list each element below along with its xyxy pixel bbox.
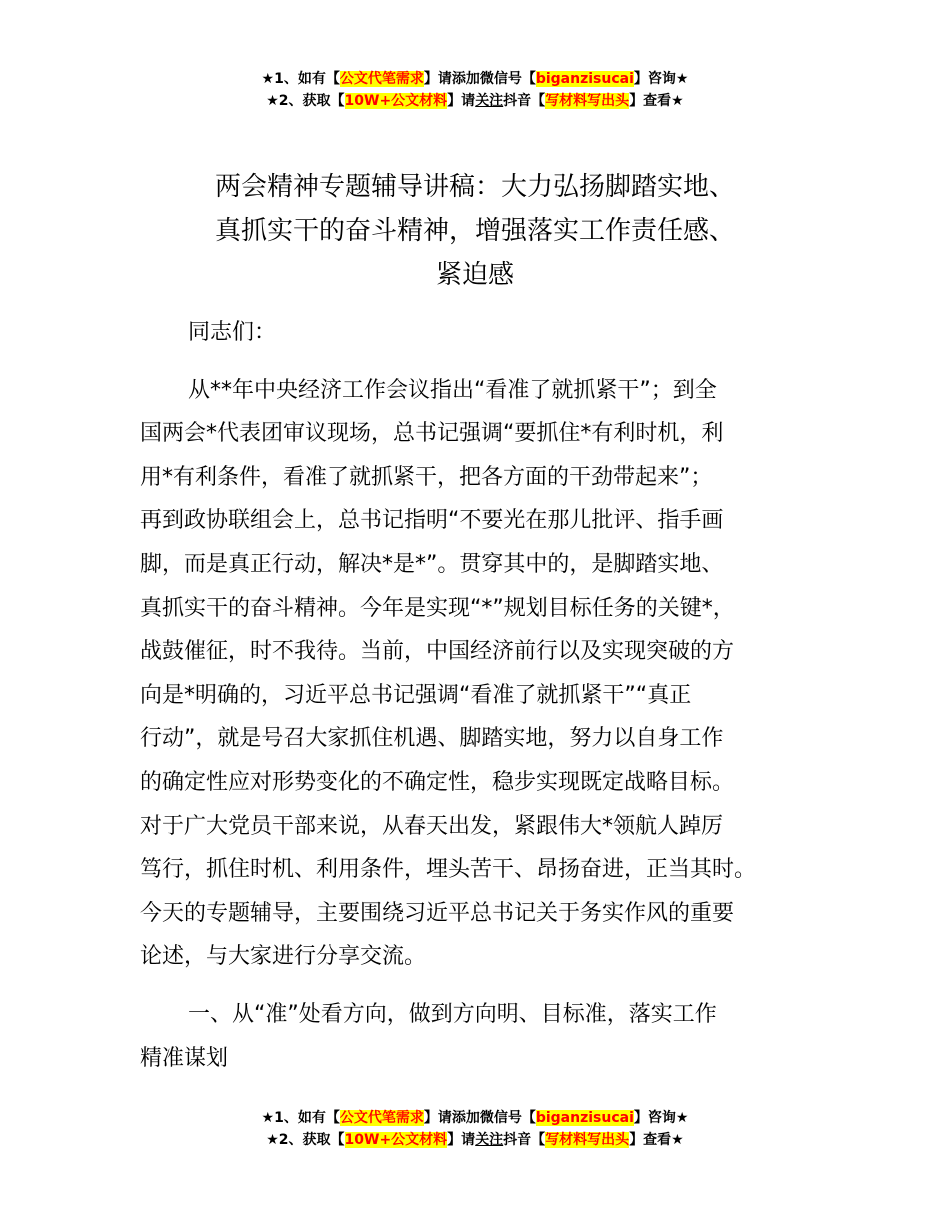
banner-text: 】咨询★ <box>633 71 689 87</box>
header-banner <box>0 68 950 112</box>
paragraph-line: 行动”，就是号召大家抓住机遇、脚踏实地，努力以自身工作 <box>140 726 724 752</box>
paragraph-line: 脚，而是真正行动，解决*是*”。贯穿其中的，是脚踏实地、 <box>140 551 724 577</box>
banner-text: 抖音【 <box>503 1132 546 1148</box>
heading-line: 精准谋划 <box>140 1045 229 1071</box>
banner-line-2 <box>0 90 950 112</box>
title-line: 紧迫感 <box>435 260 514 290</box>
banner-line-1 <box>0 68 950 90</box>
paragraph-line: 论述，与大家进行分享交流。 <box>140 944 427 970</box>
banner-line-2 <box>0 1129 950 1151</box>
document-title <box>140 165 810 297</box>
banner-highlight-wechat-id: biganzisucai <box>535 1110 634 1126</box>
banner-text: 】查看★ <box>629 1132 684 1148</box>
banner-text: 】请 <box>447 1132 476 1148</box>
banner-text: ★2、获取【 <box>266 93 345 109</box>
banner-underlined-text: 关注 <box>475 1132 504 1148</box>
paragraph-line: 的确定性应对形势变化的不确定性，稳步实现既定战略目标。 <box>140 769 735 795</box>
salutation: 同志们： <box>188 320 277 345</box>
paragraph-line: 今天的专题辅导，主要围绕习近平总书记关于务实作风的重要 <box>140 900 735 926</box>
section-heading <box>140 993 830 1080</box>
salutation-paragraph <box>140 311 830 355</box>
paragraph-line: 用*有利条件，看准了就抓紧干，把各方面的干劲带起来”； <box>140 464 713 490</box>
paragraph-line: 笃行，抓住时机、利用条件，埋头苦干、昂扬奋进，正当其时。 <box>140 857 757 883</box>
paragraph-line: 向是*明确的，习近平总书记强调“看准了就抓紧干”“真正 <box>140 682 692 708</box>
banner-highlight-materials: 10W+公文材料 <box>344 1132 448 1148</box>
title-line: 两会精神专题辅导讲稿：大力弘扬脚踏实地、 <box>214 172 735 202</box>
document-body <box>140 311 830 1080</box>
banner-text: 】请添加微信号【 <box>423 71 536 87</box>
banner-text: ★1、如有【 <box>261 1110 340 1126</box>
banner-underlined-text: 关注 <box>475 93 504 109</box>
banner-highlight-douyin: 写材料写出头 <box>545 93 630 109</box>
banner-line-1 <box>0 1107 950 1129</box>
banner-text: ★2、获取【 <box>266 1132 345 1148</box>
paragraph-line: 从**年中央经济工作会议指出“看准了就抓紧干”；到全 <box>188 377 717 403</box>
title-line: 真抓实干的奋斗精神，增强落实工作责任感、 <box>214 216 735 246</box>
banner-highlight-wechat-id: biganzisucai <box>535 71 634 87</box>
banner-highlight-douyin: 写材料写出头 <box>545 1132 630 1148</box>
banner-text: ★1、如有【 <box>261 71 340 87</box>
body-paragraph <box>140 369 830 979</box>
paragraph-line: 战鼓催征，时不我待。当前，中国经济前行以及实现突破的方 <box>140 639 735 665</box>
banner-highlight-service: 公文代笔需求 <box>339 71 424 87</box>
banner-highlight-materials: 10W+公文材料 <box>344 93 448 109</box>
banner-highlight-service: 公文代笔需求 <box>339 1110 424 1126</box>
banner-text: 】请 <box>447 93 476 109</box>
paragraph-line: 对于广大党员干部来说，从春天出发，紧跟伟大*领航人踔厉 <box>140 813 724 839</box>
paragraph-line: 再到政协联组会上，总书记指明“不要光在那儿批评、指手画 <box>140 508 724 534</box>
footer-banner <box>0 1107 950 1151</box>
banner-text: 】请添加微信号【 <box>423 1110 536 1126</box>
paragraph-line: 真抓实干的奋斗精神。今年是实现“*”规划目标任务的关键*， <box>140 595 735 621</box>
banner-text: 】咨询★ <box>633 1110 689 1126</box>
paragraph-line: 国两会*代表团审议现场，总书记强调“要抓住*有利时机，利 <box>140 421 724 447</box>
banner-text: 抖音【 <box>503 93 546 109</box>
banner-text: 】查看★ <box>629 93 684 109</box>
heading-line: 一、从“准”处看方向，做到方向明、目标准，落实工作 <box>188 1001 717 1027</box>
